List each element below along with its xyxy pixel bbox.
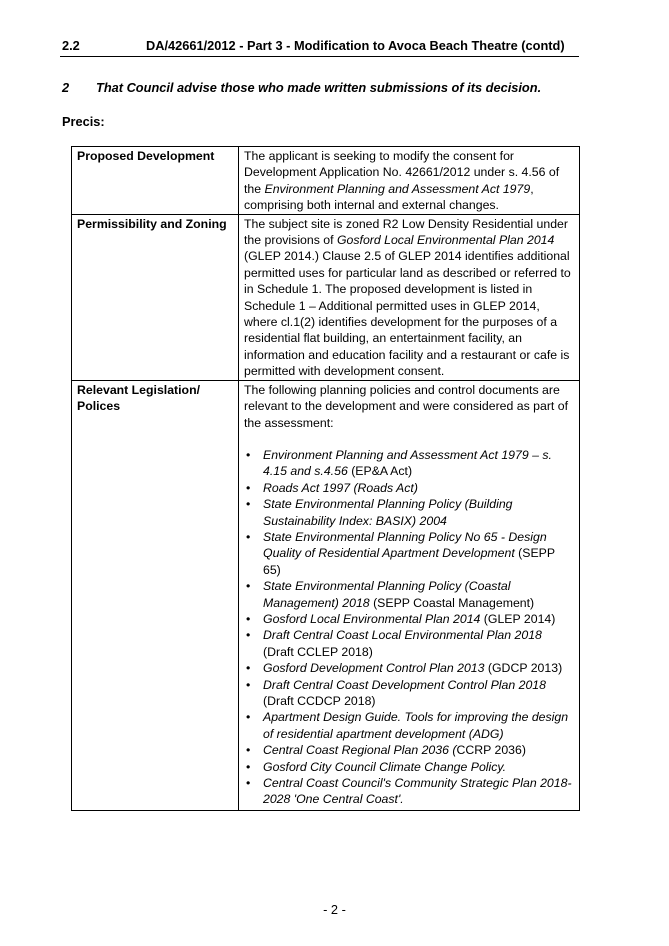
text-run: (GLEP 2014) bbox=[480, 611, 556, 626]
list-item bbox=[244, 480, 574, 496]
row-content bbox=[239, 214, 580, 380]
page-header bbox=[60, 38, 579, 57]
row-label: Proposed Development bbox=[72, 147, 239, 215]
list-item bbox=[244, 775, 574, 808]
legislation-intro: The following planning policies and control documents are relevant to the development and were considered as part of the assessment: bbox=[244, 382, 569, 430]
row-label: Relevant Legislation/ Polices bbox=[72, 380, 239, 810]
precis-label: Precis: bbox=[62, 114, 105, 129]
page-number: - 2 - bbox=[323, 902, 346, 917]
text-run-italic: Gosford Local Environmental Plan 2014 bbox=[263, 611, 481, 626]
text-run-italic: State Environmental Planning Policy No 65 - Design Quality of Residential Apartment Development bbox=[263, 529, 547, 561]
text-run-italic: Draft Central Coast Local Environmental Plan 2018 bbox=[263, 628, 542, 643]
list-item bbox=[244, 611, 574, 627]
text-run-italic: Gosford City Council Climate Change Policy. bbox=[263, 759, 507, 774]
text-run: (GLEP 2014.) Clause 2.5 of GLEP 2014 identifies additional permitted uses for particular land as described or referred to in Schedule 1. The proposed development is listed in Schedule 1 – Additional permitted uses in GLEP 2014, where cl.1(2) identifies development for the purposes of a residential flat building, an entertainment facility, an information and education facility and a restaurant or cafe is permitted with development consent. bbox=[244, 249, 571, 379]
text-run: (Draft CCDCP 2018) bbox=[263, 694, 376, 708]
proposed-development-text bbox=[244, 148, 574, 214]
text-run: The applicant is seeking to modify the consent for Development Application No. 42661/2012 under s. 4.56 of the bbox=[244, 149, 560, 196]
section-number: 2.2 bbox=[62, 38, 80, 53]
list-item bbox=[244, 759, 574, 775]
text-run-italic: Roads Act 1997 (Roads Act) bbox=[263, 480, 418, 495]
resolution-text: That Council advise those who made written submissions of its decision. bbox=[96, 80, 542, 95]
row-label: Permissibility and Zoning bbox=[72, 214, 239, 380]
legislation-list bbox=[244, 447, 574, 808]
list-item bbox=[244, 578, 574, 611]
text-run: (SEPP 65) bbox=[263, 546, 555, 577]
list-item bbox=[244, 529, 574, 578]
table-row bbox=[72, 147, 580, 215]
precis-table bbox=[71, 146, 580, 811]
text-run-italic: Environment Planning and Assessment Act 1979 – s. 4.15 and s.4.56 bbox=[263, 447, 552, 479]
row-content bbox=[239, 380, 580, 810]
text-run-italic: Gosford Development Control Plan 2013 bbox=[263, 661, 485, 676]
row-content bbox=[239, 147, 580, 215]
text-run-italic: Draft Central Coast Development Control Plan 2018 bbox=[263, 677, 546, 692]
text-run: The subject site is zoned R2 Low Density Residential under the provisions of bbox=[244, 216, 568, 248]
list-item bbox=[244, 447, 574, 480]
text-run-italic: Central Coast Council's Community Strategic Plan 2018-2028 'One Central Coast'. bbox=[263, 776, 572, 807]
text-run: (SEPP Coastal Management) bbox=[369, 595, 535, 610]
text-run: , comprising both internal and external changes. bbox=[244, 181, 534, 213]
list-item bbox=[244, 677, 574, 710]
text-run-italic: State Environmental Planning Policy (Coastal Management) 2018 bbox=[263, 579, 511, 610]
text-run-italic: Apartment Design Guide. Tools for improving the design of residential apartment development (ADG) bbox=[263, 710, 569, 741]
text-run-italic: Gosford Local Environmental Plan 2014 bbox=[336, 233, 555, 248]
text-run: (GDCP 2013) bbox=[484, 661, 563, 676]
table-row bbox=[72, 380, 580, 810]
text-run: (EP&A Act) bbox=[347, 464, 413, 479]
text-run: (Draft CCLEP 2018) bbox=[263, 644, 373, 659]
text-run-italic: Environment Planning and Assessment Act 1979 bbox=[264, 181, 531, 196]
text-run-italic: Central Coast Regional Plan 2036 ( bbox=[263, 743, 457, 758]
list-item bbox=[244, 660, 574, 676]
list-item bbox=[244, 627, 574, 660]
text-run-italic: State Environmental Planning Policy (Building Sustainability Index: BASIX) 2004 bbox=[263, 497, 513, 528]
list-item bbox=[244, 742, 574, 758]
table-row bbox=[72, 214, 580, 380]
list-item bbox=[244, 496, 574, 529]
header-title: DA/42661/2012 - Part 3 - Modification to Avoca Beach Theatre (contd) bbox=[146, 38, 565, 53]
list-item bbox=[244, 709, 574, 742]
resolution-number: 2 bbox=[62, 80, 70, 95]
text-run: CCRP 2036) bbox=[456, 743, 526, 758]
permissibility-text bbox=[244, 216, 574, 380]
